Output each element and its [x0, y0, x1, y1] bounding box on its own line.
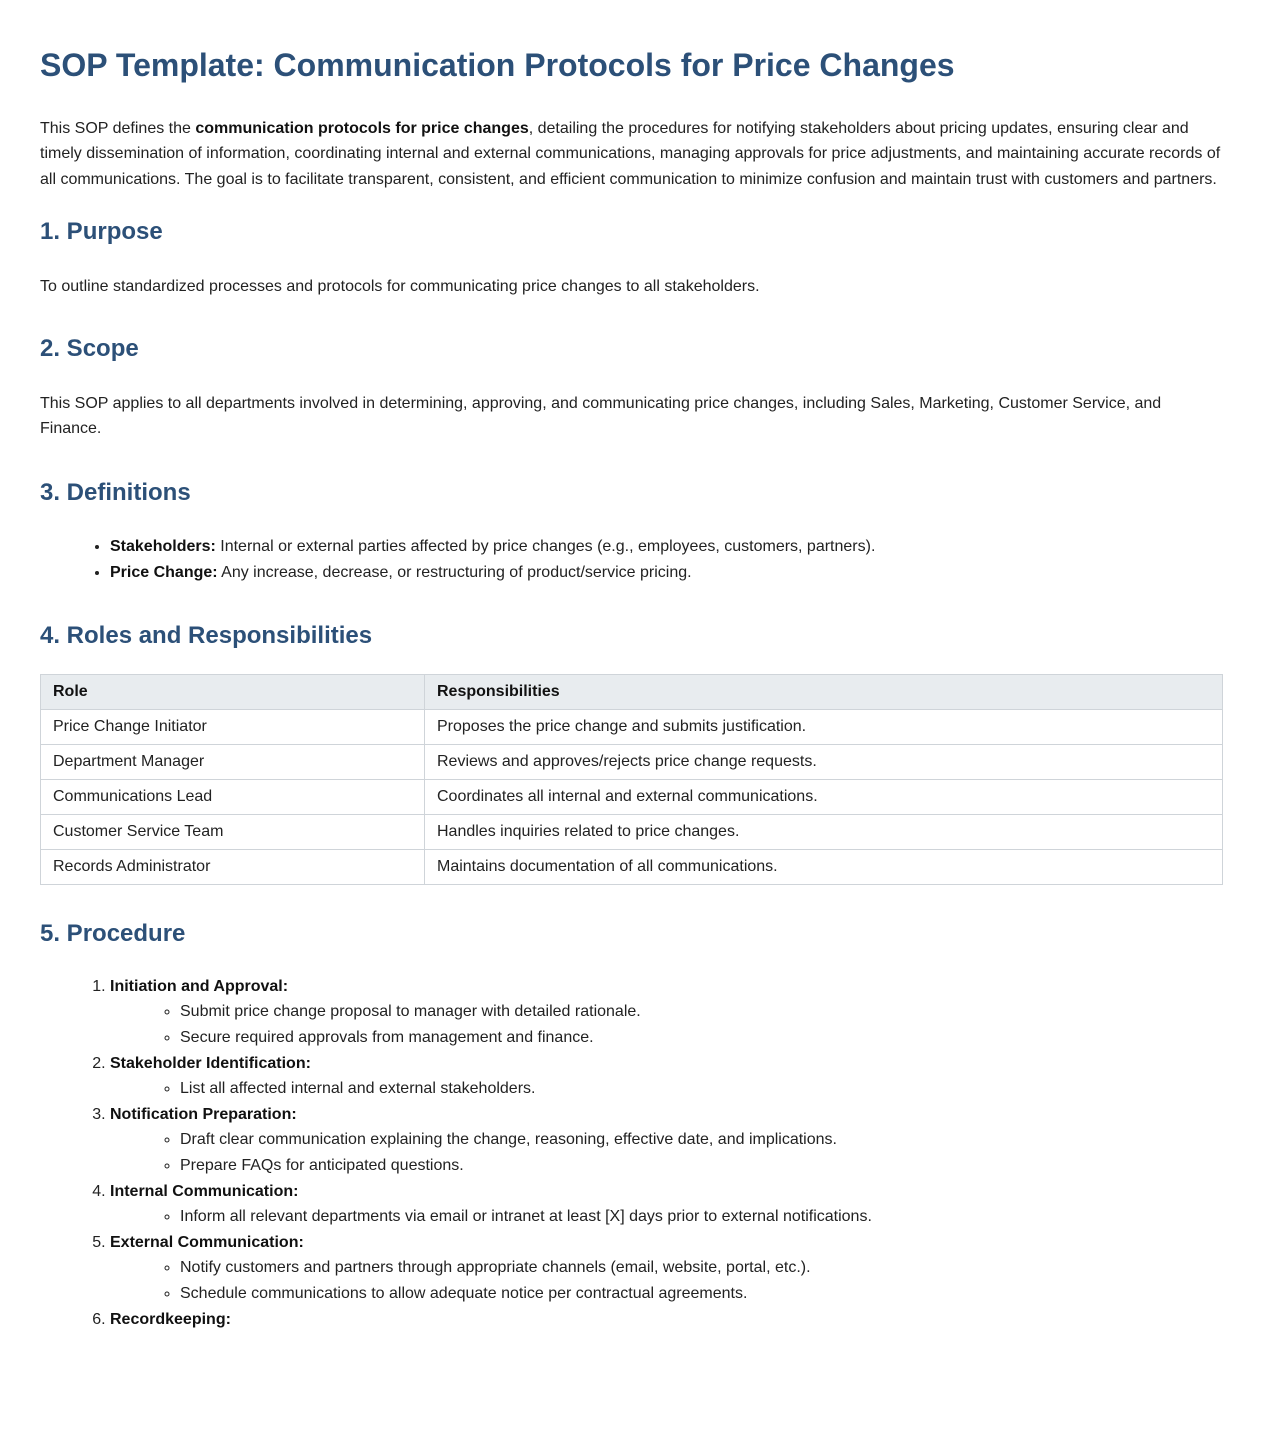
page-title: SOP Template: Communication Protocols for Price Changes	[40, 47, 955, 83]
responsibility-cell: Coordinates all internal and external communications.	[425, 779, 1223, 814]
intro-paragraph	[40, 116, 1223, 192]
role-cell: Customer Service Team	[41, 814, 425, 849]
substep-item: ◦ Draft clear communication explaining the change, reasoning, effective date, and implications.	[180, 1127, 1223, 1153]
intro-bold-text: communication protocols for price changes	[195, 120, 529, 137]
definition-term: Stakeholders:	[110, 537, 216, 555]
procedure-step	[110, 1179, 1223, 1230]
definition-item	[110, 560, 1223, 586]
step-label: Internal Communication:	[110, 1182, 299, 1200]
roles-heading: 4. Roles and Responsibilities	[40, 621, 373, 649]
procedure-step	[110, 1051, 1223, 1102]
scope-heading: 2. Scope	[40, 335, 139, 363]
procedure-step	[110, 1307, 1223, 1333]
step-substeps	[110, 1076, 1223, 1102]
step-label: Recordkeeping:	[110, 1310, 231, 1328]
definitions-heading: 3. Definitions	[40, 478, 191, 506]
column-header-role: Role	[41, 674, 425, 709]
procedure-heading: 5. Procedure	[40, 919, 186, 947]
column-header-responsibilities: Responsibilities	[425, 674, 1223, 709]
table-row	[41, 709, 1223, 744]
scope-text: This SOP applies to all departments involved in determining, approving, and communicating price changes, including Sales, Marketing, Customer Service, and Finance.	[40, 395, 1162, 438]
procedure-step	[110, 1230, 1223, 1307]
definition-text: Internal or external parties affected by price changes (e.g., employees, customers, partners).	[215, 537, 876, 555]
responsibility-cell: Handles inquiries related to price changes.	[425, 814, 1223, 849]
step-substeps	[110, 1204, 1223, 1230]
definitions-list	[40, 534, 1223, 586]
intro-text-after: , detailing the procedures for notifying stakeholders about pricing updates, ensuring clear and timely dissemination of information, coordinating internal and external communications, managing approvals for price adjustments, and maintaining accurate records of all communications. The goal is to facilitate transparent, consistent, and efficient communication to minimize confusion and maintain trust with customers and partners.	[40, 120, 1221, 188]
purpose-text: To outline standardized processes and protocols for communicating price changes to all stakeholders.	[40, 277, 760, 295]
step-label: Stakeholder Identification:	[110, 1054, 311, 1072]
substep-item: ◦ Schedule communications to allow adequate notice per contractual agreements.	[180, 1281, 1223, 1307]
purpose-heading: 1. Purpose	[40, 217, 163, 245]
substep-item: ◦ Inform all relevant departments via email or intranet at least [X] days prior to external notifications.	[180, 1204, 1223, 1230]
procedure-step	[110, 1102, 1223, 1179]
substep-item: ◦ Prepare FAQs for anticipated questions.	[180, 1153, 1223, 1179]
intro-text-before: This SOP defines the	[40, 120, 196, 137]
table-row	[41, 814, 1223, 849]
substep-item: ◦ Notify customers and partners through appropriate channels (email, website, portal, etc.).	[180, 1255, 1223, 1281]
definition-item	[110, 534, 1223, 560]
definition-text: Any increase, decrease, or restructuring of product/service pricing.	[217, 563, 692, 581]
roles-table	[40, 674, 1223, 885]
role-cell: Communications Lead	[41, 779, 425, 814]
table-row	[41, 779, 1223, 814]
substep-item: ◦ Submit price change proposal to manager with detailed rationale.	[180, 999, 1223, 1025]
table-row	[41, 744, 1223, 779]
role-cell: Department Manager	[41, 744, 425, 779]
step-substeps	[110, 999, 1223, 1050]
step-substeps	[110, 1127, 1223, 1178]
responsibility-cell: Maintains documentation of all communications.	[425, 849, 1223, 884]
procedure-step	[110, 974, 1223, 1051]
step-substeps	[110, 1255, 1223, 1306]
responsibility-cell: Reviews and approves/rejects price change requests.	[425, 744, 1223, 779]
role-cell: Records Administrator	[41, 849, 425, 884]
step-label: Initiation and Approval:	[110, 977, 289, 995]
step-label: External Communication:	[110, 1233, 304, 1251]
role-cell: Price Change Initiator	[41, 709, 425, 744]
step-label: Notification Preparation:	[110, 1105, 297, 1123]
table-header-row	[41, 674, 1223, 709]
procedure-list	[40, 974, 1223, 1332]
responsibility-cell: Proposes the price change and submits justification.	[425, 709, 1223, 744]
table-row	[41, 849, 1223, 884]
substep-item: ◦ List all affected internal and external stakeholders.	[180, 1076, 1223, 1102]
substep-item: ◦ Secure required approvals from management and finance.	[180, 1025, 1223, 1051]
definition-term: Price Change:	[110, 563, 218, 581]
